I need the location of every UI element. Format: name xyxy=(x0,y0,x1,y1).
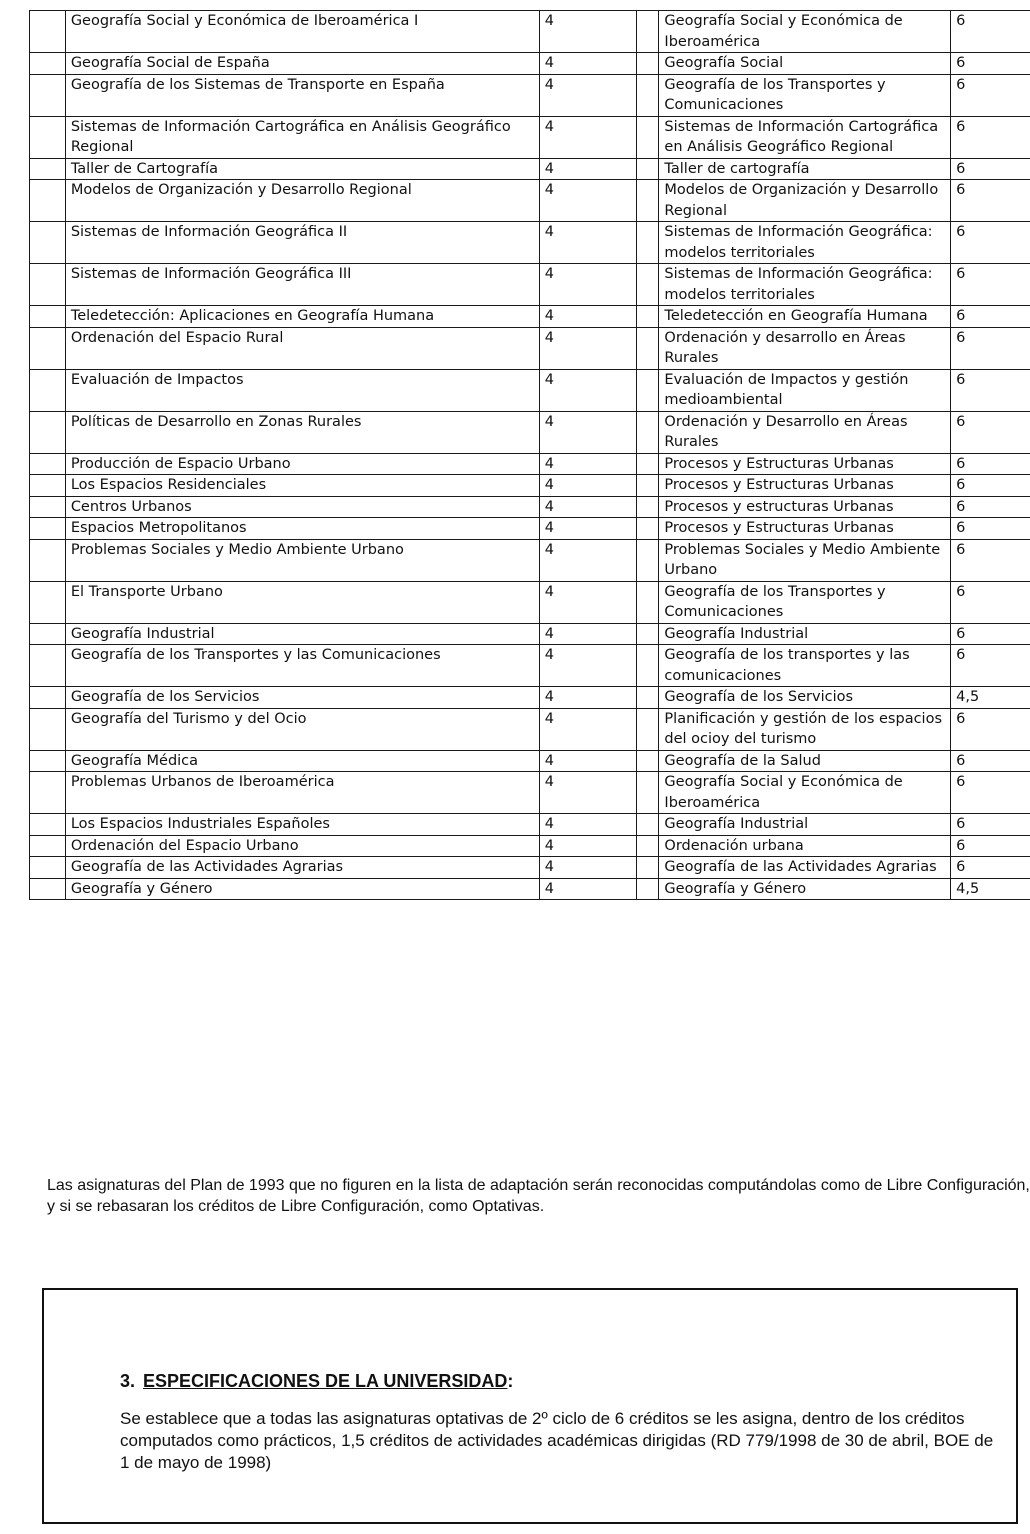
new-credits-cell: 6 xyxy=(951,180,1030,222)
old-credits-cell: 4 xyxy=(539,411,636,453)
new-credits-cell: 6 xyxy=(951,327,1030,369)
old-credits-cell: 4 xyxy=(539,475,636,497)
row-margin-cell xyxy=(30,453,66,475)
new-credits-cell: 6 xyxy=(951,222,1030,264)
new-credits-cell: 6 xyxy=(951,539,1030,581)
row-margin-cell xyxy=(30,411,66,453)
old-credits-cell: 4 xyxy=(539,496,636,518)
row-spacer-cell xyxy=(636,539,659,581)
old-credits-cell: 4 xyxy=(539,453,636,475)
old-subject-cell: Evaluación de Impactos xyxy=(65,369,539,411)
new-subject-cell: Problemas Sociales y Medio Ambiente Urbano xyxy=(659,539,951,581)
university-specifications-box xyxy=(42,1288,1018,1524)
row-margin-cell xyxy=(30,180,66,222)
new-subject-cell: Sistemas de Información Cartográfica en Análisis Geográfico Regional xyxy=(659,116,951,158)
new-credits-cell: 6 xyxy=(951,369,1030,411)
new-credits-cell: 6 xyxy=(951,518,1030,540)
new-subject-cell: Procesos y Estructuras Urbanas xyxy=(659,475,951,497)
table-row xyxy=(30,369,1030,411)
table-row xyxy=(30,518,1030,540)
old-credits-cell: 4 xyxy=(539,835,636,857)
table-row xyxy=(30,539,1030,581)
table-row xyxy=(30,708,1030,750)
row-margin-cell xyxy=(30,857,66,879)
old-subject-cell: Centros Urbanos xyxy=(65,496,539,518)
old-credits-cell: 4 xyxy=(539,518,636,540)
old-subject-cell: Los Espacios Industriales Españoles xyxy=(65,814,539,836)
new-credits-cell: 6 xyxy=(951,453,1030,475)
row-margin-cell xyxy=(30,11,66,53)
new-subject-cell: Ordenación urbana xyxy=(659,835,951,857)
old-subject-cell: Teledetección: Aplicaciones en Geografía Humana xyxy=(65,306,539,328)
old-subject-cell: Geografía de los Transportes y las Comunicaciones xyxy=(65,645,539,687)
row-spacer-cell xyxy=(636,327,659,369)
row-spacer-cell xyxy=(636,74,659,116)
new-credits-cell: 6 xyxy=(951,772,1030,814)
row-margin-cell xyxy=(30,306,66,328)
table-row xyxy=(30,475,1030,497)
old-subject-cell: Problemas Urbanos de Iberoamérica xyxy=(65,772,539,814)
row-spacer-cell xyxy=(636,687,659,709)
old-subject-cell: Modelos de Organización y Desarrollo Regional xyxy=(65,180,539,222)
new-subject-cell: Geografía y Género xyxy=(659,878,951,900)
row-margin-cell xyxy=(30,750,66,772)
old-subject-cell: Los Espacios Residenciales xyxy=(65,475,539,497)
old-subject-cell: Sistemas de Información Geográfica III xyxy=(65,264,539,306)
new-subject-cell: Geografía Industrial xyxy=(659,623,951,645)
new-subject-cell: Geografía de los Transportes y Comunicaciones xyxy=(659,581,951,623)
new-credits-cell: 6 xyxy=(951,11,1030,53)
new-subject-cell: Sistemas de Información Geográfica: modelos territoriales xyxy=(659,222,951,264)
row-spacer-cell xyxy=(636,518,659,540)
old-credits-cell: 4 xyxy=(539,222,636,264)
section-title: ESPECIFICACIONES DE LA UNIVERSIDAD xyxy=(143,1371,508,1391)
old-subject-cell: Problemas Sociales y Medio Ambiente Urbano xyxy=(65,539,539,581)
row-margin-cell xyxy=(30,623,66,645)
old-subject-cell: Geografía Industrial xyxy=(65,623,539,645)
old-subject-cell: Geografía de los Sistemas de Transporte en España xyxy=(65,74,539,116)
old-credits-cell: 4 xyxy=(539,750,636,772)
row-spacer-cell xyxy=(636,222,659,264)
new-credits-cell: 6 xyxy=(951,835,1030,857)
old-subject-cell: Espacios Metropolitanos xyxy=(65,518,539,540)
row-spacer-cell xyxy=(636,453,659,475)
table-row xyxy=(30,687,1030,709)
section-title-suffix: : xyxy=(507,1371,514,1391)
table-row xyxy=(30,411,1030,453)
row-spacer-cell xyxy=(636,180,659,222)
old-credits-cell: 4 xyxy=(539,158,636,180)
table-row xyxy=(30,878,1030,900)
row-spacer-cell xyxy=(636,623,659,645)
row-spacer-cell xyxy=(636,750,659,772)
old-subject-cell: Geografía y Género xyxy=(65,878,539,900)
row-margin-cell xyxy=(30,581,66,623)
new-subject-cell: Geografía de los Transportes y Comunicaciones xyxy=(659,74,951,116)
row-margin-cell xyxy=(30,814,66,836)
new-subject-cell: Geografía Industrial xyxy=(659,814,951,836)
new-subject-cell: Procesos y Estructuras Urbanas xyxy=(659,518,951,540)
new-subject-cell: Procesos y Estructuras Urbanas xyxy=(659,453,951,475)
specifications-text: Se establece que a todas las asignaturas optativas de 2º ciclo de 6 créditos se les asigna, dentro de los créditos computados como prácticos, 1,5 créditos de actividades académicas dirigidas (RD 779/1998 de 30 de abril, BOE de 1 de mayo de 1998) xyxy=(120,1409,994,1472)
row-margin-cell xyxy=(30,158,66,180)
new-credits-cell: 6 xyxy=(951,306,1030,328)
table-row xyxy=(30,581,1030,623)
table-row xyxy=(30,645,1030,687)
old-credits-cell: 4 xyxy=(539,623,636,645)
row-spacer-cell xyxy=(636,772,659,814)
old-credits-cell: 4 xyxy=(539,180,636,222)
new-credits-cell: 6 xyxy=(951,581,1030,623)
old-subject-cell: Ordenación del Espacio Rural xyxy=(65,327,539,369)
row-spacer-cell xyxy=(636,116,659,158)
old-credits-cell: 4 xyxy=(539,53,636,75)
table-row xyxy=(30,750,1030,772)
new-subject-cell: Procesos y estructuras Urbanas xyxy=(659,496,951,518)
row-spacer-cell xyxy=(636,857,659,879)
new-subject-cell: Teledetección en Geografía Humana xyxy=(659,306,951,328)
row-spacer-cell xyxy=(636,411,659,453)
row-spacer-cell xyxy=(636,708,659,750)
new-subject-cell: Geografía Social y Económica de Iberoamérica xyxy=(659,772,951,814)
section-number: 3. xyxy=(120,1371,136,1391)
table-row xyxy=(30,772,1030,814)
row-margin-cell xyxy=(30,53,66,75)
old-credits-cell: 4 xyxy=(539,814,636,836)
new-credits-cell: 4,5 xyxy=(951,687,1030,709)
row-margin-cell xyxy=(30,496,66,518)
old-credits-cell: 4 xyxy=(539,772,636,814)
row-margin-cell xyxy=(30,878,66,900)
new-subject-cell: Ordenación y Desarrollo en Áreas Rurales xyxy=(659,411,951,453)
old-credits-cell: 4 xyxy=(539,878,636,900)
table-row xyxy=(30,158,1030,180)
old-credits-cell: 4 xyxy=(539,74,636,116)
new-credits-cell: 4,5 xyxy=(951,878,1030,900)
new-subject-cell: Planificación y gestión de los espacios del ocioy del turismo xyxy=(659,708,951,750)
old-credits-cell: 4 xyxy=(539,539,636,581)
new-credits-cell: 6 xyxy=(951,475,1030,497)
row-spacer-cell xyxy=(636,158,659,180)
old-subject-cell: El Transporte Urbano xyxy=(65,581,539,623)
new-credits-cell: 6 xyxy=(951,74,1030,116)
row-spacer-cell xyxy=(636,835,659,857)
old-subject-cell: Políticas de Desarrollo en Zonas Rurales xyxy=(65,411,539,453)
table-row xyxy=(30,857,1030,879)
table-row xyxy=(30,116,1030,158)
new-subject-cell: Geografía de las Actividades Agrarias xyxy=(659,857,951,879)
old-credits-cell: 4 xyxy=(539,645,636,687)
old-credits-cell: 4 xyxy=(539,306,636,328)
new-credits-cell: 6 xyxy=(951,116,1030,158)
old-credits-cell: 4 xyxy=(539,687,636,709)
row-margin-cell xyxy=(30,518,66,540)
old-subject-cell: Ordenación del Espacio Urbano xyxy=(65,835,539,857)
row-spacer-cell xyxy=(636,53,659,75)
adaptation-note: Las asignaturas del Plan de 1993 que no figuren en la lista de adaptación serán reconocidas computándolas como de Libre Configuración, y si se rebasaran los créditos de Libre Configuración, como Optativas. xyxy=(47,1177,1030,1215)
row-margin-cell xyxy=(30,772,66,814)
row-margin-cell xyxy=(30,708,66,750)
new-credits-cell: 6 xyxy=(951,411,1030,453)
row-spacer-cell xyxy=(636,11,659,53)
row-margin-cell xyxy=(30,264,66,306)
old-credits-cell: 4 xyxy=(539,581,636,623)
table-row xyxy=(30,180,1030,222)
new-subject-cell: Geografía de los transportes y las comunicaciones xyxy=(659,645,951,687)
table-row xyxy=(30,327,1030,369)
new-credits-cell: 6 xyxy=(951,53,1030,75)
row-margin-cell xyxy=(30,687,66,709)
row-margin-cell xyxy=(30,74,66,116)
table-row xyxy=(30,306,1030,328)
row-spacer-cell xyxy=(636,645,659,687)
new-subject-cell: Taller de cartografía xyxy=(659,158,951,180)
row-spacer-cell xyxy=(636,878,659,900)
new-subject-cell: Geografía de los Servicios xyxy=(659,687,951,709)
old-credits-cell: 4 xyxy=(539,264,636,306)
old-subject-cell: Sistemas de Información Geográfica II xyxy=(65,222,539,264)
row-spacer-cell xyxy=(636,581,659,623)
old-subject-cell: Geografía de los Servicios xyxy=(65,687,539,709)
old-credits-cell: 4 xyxy=(539,11,636,53)
new-subject-cell: Geografía Social y Económica de Iberoamérica xyxy=(659,11,951,53)
new-credits-cell: 6 xyxy=(951,708,1030,750)
old-credits-cell: 4 xyxy=(539,327,636,369)
row-margin-cell xyxy=(30,327,66,369)
specifications-heading xyxy=(120,1371,513,1392)
new-credits-cell: 6 xyxy=(951,496,1030,518)
adaptation-table-body xyxy=(30,11,1030,900)
row-spacer-cell xyxy=(636,264,659,306)
new-credits-cell: 6 xyxy=(951,264,1030,306)
table-row xyxy=(30,453,1030,475)
row-margin-cell xyxy=(30,116,66,158)
old-credits-cell: 4 xyxy=(539,116,636,158)
row-spacer-cell xyxy=(636,814,659,836)
new-subject-cell: Geografía de la Salud xyxy=(659,750,951,772)
row-margin-cell xyxy=(30,835,66,857)
old-credits-cell: 4 xyxy=(539,708,636,750)
row-spacer-cell xyxy=(636,496,659,518)
new-subject-cell: Geografía Social xyxy=(659,53,951,75)
table-row xyxy=(30,11,1030,53)
old-subject-cell: Geografía Social y Económica de Iberoamérica I xyxy=(65,11,539,53)
new-subject-cell: Sistemas de Información Geográfica: modelos territoriales xyxy=(659,264,951,306)
old-subject-cell: Geografía de las Actividades Agrarias xyxy=(65,857,539,879)
new-subject-cell: Evaluación de Impactos y gestión medioambiental xyxy=(659,369,951,411)
table-row xyxy=(30,835,1030,857)
row-spacer-cell xyxy=(636,306,659,328)
old-credits-cell: 4 xyxy=(539,857,636,879)
new-credits-cell: 6 xyxy=(951,750,1030,772)
new-credits-cell: 6 xyxy=(951,814,1030,836)
table-row xyxy=(30,623,1030,645)
table-row xyxy=(30,222,1030,264)
table-row xyxy=(30,814,1030,836)
adaptation-table xyxy=(29,10,1030,900)
row-margin-cell xyxy=(30,222,66,264)
table-row xyxy=(30,53,1030,75)
row-spacer-cell xyxy=(636,475,659,497)
table-row xyxy=(30,74,1030,116)
table-row xyxy=(30,496,1030,518)
old-subject-cell: Geografía del Turismo y del Ocio xyxy=(65,708,539,750)
old-subject-cell: Taller de Cartografía xyxy=(65,158,539,180)
new-credits-cell: 6 xyxy=(951,857,1030,879)
new-subject-cell: Ordenación y desarrollo en Áreas Rurales xyxy=(659,327,951,369)
table-row xyxy=(30,264,1030,306)
old-subject-cell: Producción de Espacio Urbano xyxy=(65,453,539,475)
row-margin-cell xyxy=(30,369,66,411)
new-credits-cell: 6 xyxy=(951,645,1030,687)
row-margin-cell xyxy=(30,645,66,687)
old-subject-cell: Geografía Social de España xyxy=(65,53,539,75)
old-subject-cell: Sistemas de Información Cartográfica en Análisis Geográfico Regional xyxy=(65,116,539,158)
row-margin-cell xyxy=(30,539,66,581)
new-credits-cell: 6 xyxy=(951,623,1030,645)
old-credits-cell: 4 xyxy=(539,369,636,411)
new-credits-cell: 6 xyxy=(951,158,1030,180)
new-subject-cell: Modelos de Organización y Desarrollo Regional xyxy=(659,180,951,222)
row-margin-cell xyxy=(30,475,66,497)
row-spacer-cell xyxy=(636,369,659,411)
old-subject-cell: Geografía Médica xyxy=(65,750,539,772)
